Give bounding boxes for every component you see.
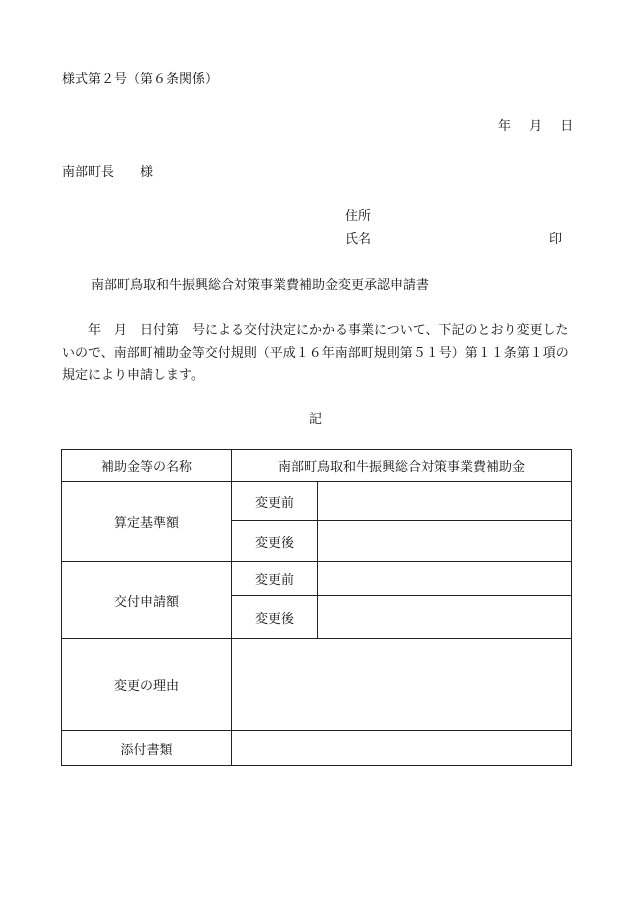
- table-row: [62, 562, 572, 596]
- change-reason-field[interactable]: [232, 639, 572, 731]
- address-label: 住所: [345, 209, 372, 224]
- grant-request-before-field[interactable]: [318, 562, 572, 596]
- grant-request-after-field[interactable]: [318, 596, 572, 639]
- calc-base-after-label: 変更後: [232, 521, 318, 562]
- change-reason-label: 変更の理由: [62, 639, 232, 731]
- application-table: [61, 449, 572, 766]
- grant-request-after-label: 変更後: [232, 596, 318, 639]
- document-title: 南部町鳥取和牛振興総合対策事業費補助金変更承認申請書: [91, 278, 430, 293]
- seal-mark: 印: [549, 232, 563, 247]
- grant-request-label: 交付申請額: [62, 562, 232, 639]
- table-row: [62, 731, 572, 766]
- calc-base-label: 算定基準額: [62, 482, 232, 562]
- calc-base-after-field[interactable]: [318, 521, 572, 562]
- body-paragraph: 年 月 日付第 号による交付決定にかかる事業について、下記のとおり変更したいので、南部町補助金等交付規則（平成１６年南部町規則第５１号）第１１条第１項の規定により申請します。: [62, 323, 569, 383]
- table-row: [62, 482, 572, 521]
- subsidy-name-label: 補助金等の名称: [62, 450, 232, 482]
- attachments-field[interactable]: [232, 731, 572, 766]
- grant-request-before-label: 変更前: [232, 562, 318, 596]
- calc-base-before-field[interactable]: [318, 482, 572, 521]
- form-number: 様式第２号（第６条関係）: [62, 72, 219, 87]
- subsidy-name-value: 南部町鳥取和牛振興総合対策事業費補助金: [232, 450, 572, 482]
- date-line: 年 月 日: [498, 119, 574, 134]
- ki-heading: 記: [309, 412, 323, 427]
- attachments-label: 添付書類: [62, 731, 232, 766]
- calc-base-before-label: 変更前: [232, 482, 318, 521]
- table-row: [62, 639, 572, 731]
- table-row: [62, 450, 572, 482]
- addressee: 南部町長 様: [62, 165, 154, 180]
- name-label: 氏名: [345, 232, 372, 247]
